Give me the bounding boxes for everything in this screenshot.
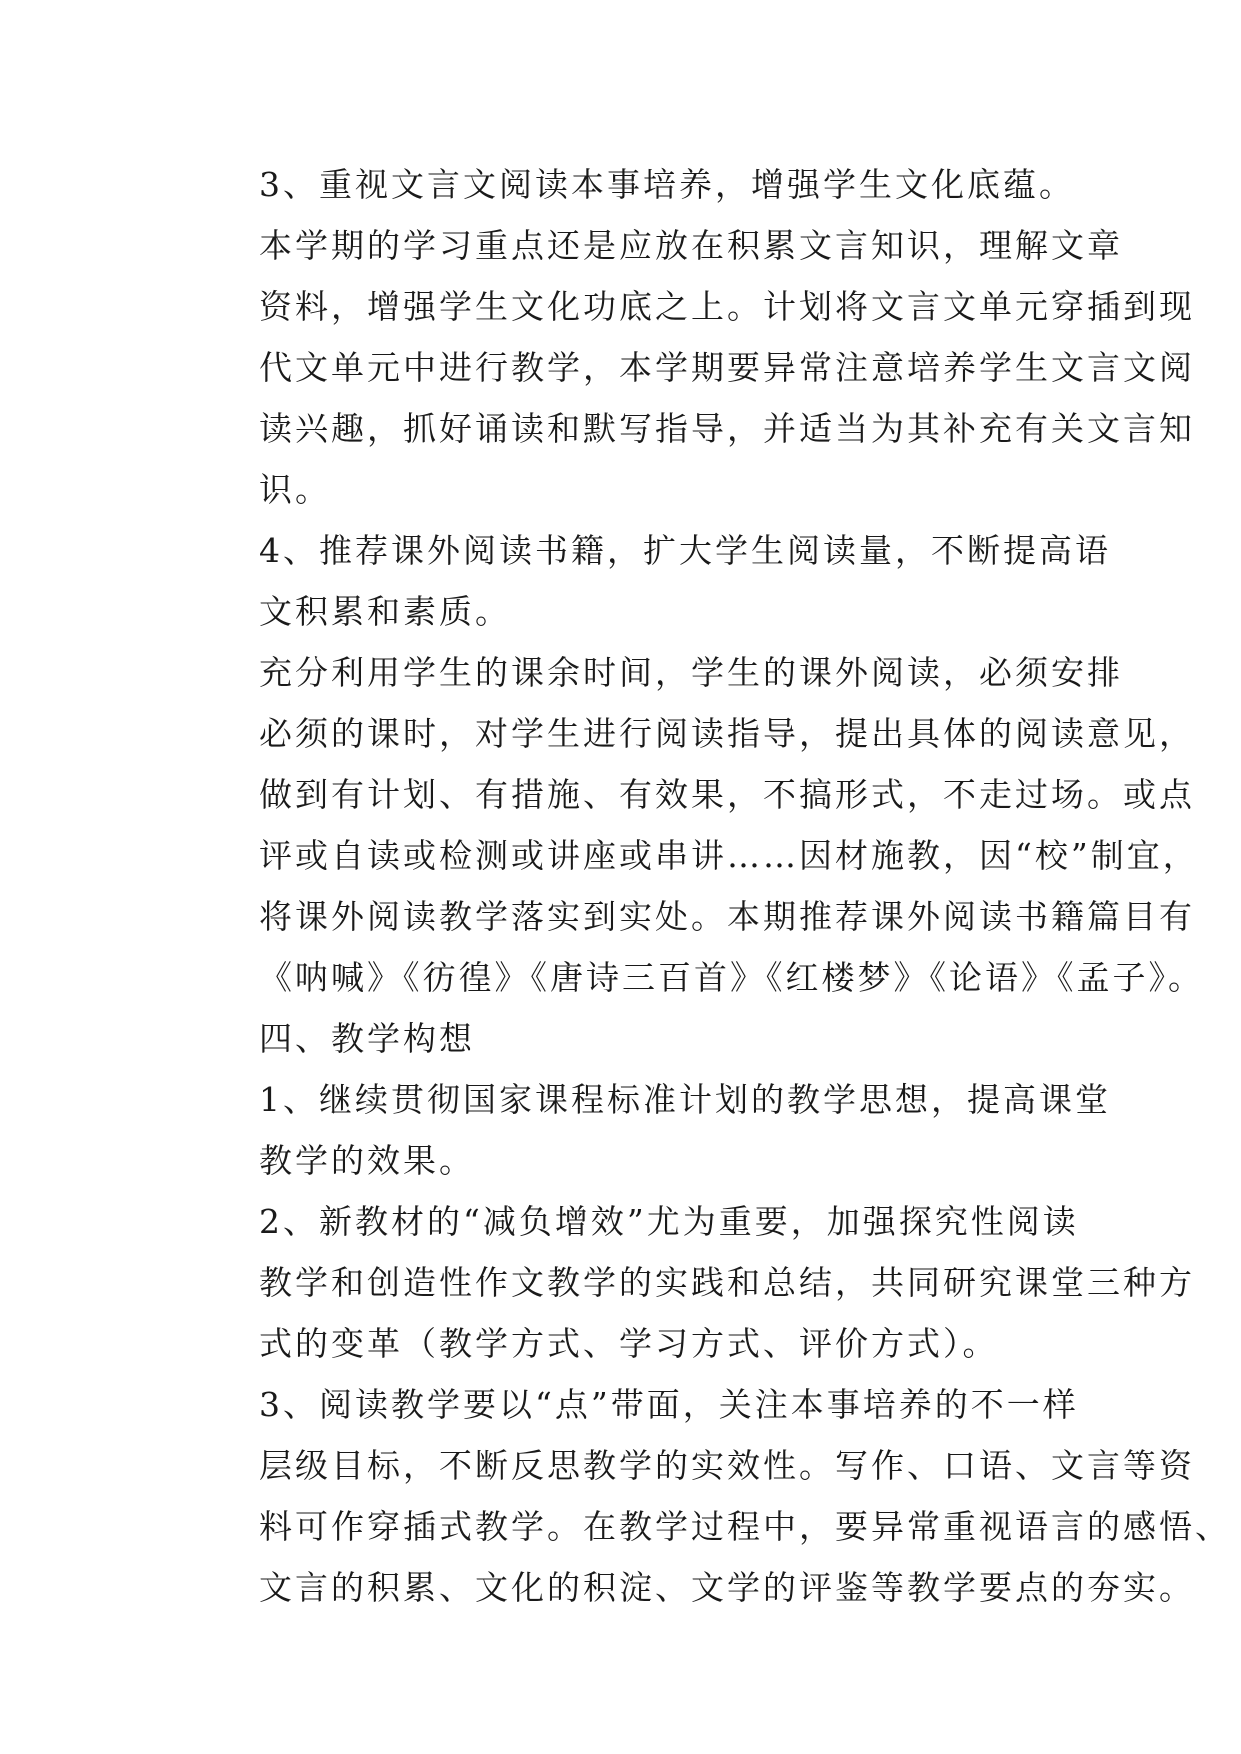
text-line: 必须的课时，对学生进行阅读指导，提出具体的阅读意见， [259,714,1195,753]
paragraph-classical-reading [193,154,1073,215]
paragraph-reading-teaching [193,1374,1231,1618]
text-line: 四、教学构想 [259,1019,475,1058]
document-body [193,154,1231,1618]
text-line: 资料，增强学生文化功底之上。计划将文言文单元穿插到现 [259,287,1195,326]
text-line: 2、新教材的“减负增效”尤为重要，加强探究性阅读 [259,1202,1079,1241]
text-line: 识。 [259,470,331,509]
paragraph-study-focus [193,215,1195,520]
text-line: 层级目标，不断反思教学的实效性。写作、口语、文言等资 [259,1446,1195,1485]
text-line: 4、推荐课外阅读书籍，扩大学生阅读量，不断提高语 [259,531,1111,570]
text-line: 做到有计划、有措施、有效果，不搞形式，不走过场。或点 [259,775,1195,814]
text-line: 教学的效果。 [259,1141,475,1180]
text-line: 文言的积累、文化的积淀、文学的评鉴等教学要点的夯实。 [259,1568,1195,1607]
text-line: 教学和创造性作文教学的实践和总结，共同研究课堂三种方 [259,1263,1195,1302]
text-line: 3、阅读教学要以“点”带面，关注本事培养的不一样 [259,1385,1079,1424]
paragraph-recommend-books [193,520,1111,642]
text-line: 评或自读或检测或讲座或串讲……因材施教，因“校”制宜， [259,836,1199,875]
text-line: 本学期的学习重点还是应放在积累文言知识，理解文章 [259,226,1123,265]
text-line: 式的变革（教学方式、学习方式、评价方式）。 [259,1324,999,1363]
text-line: 代文单元中进行教学，本学期要异常注意培养学生文言文阅 [259,348,1195,387]
paragraph-new-textbook [193,1191,1195,1374]
text-line: 文积累和素质。 [259,592,511,631]
section-heading-teaching-ideas [193,1008,1073,1069]
text-line: 3、重视文言文阅读本事培养，增强学生文化底蕴。 [259,165,1075,204]
text-line: 料可作穿插式教学。在教学过程中，要异常重视语言的感悟、 [259,1507,1231,1546]
text-line: 读兴趣，抓好诵读和默写指导，并适当为其补充有关文言知 [259,409,1195,448]
text-line: 《呐喊》《彷徨》《唐诗三百首》《红楼梦》《论语》《孟子》。 [259,958,1204,997]
paragraph-curriculum-standards [193,1069,1111,1191]
text-line: 充分利用学生的课余时间，学生的课外阅读，必须安排 [259,653,1123,692]
text-line: 1、继续贯彻国家课程标准计划的教学思想，提高课堂 [259,1080,1111,1119]
paragraph-extracurricular-reading [193,642,1204,1008]
text-line: 将课外阅读教学落实到实处。本期推荐课外阅读书籍篇目有 [259,897,1195,936]
